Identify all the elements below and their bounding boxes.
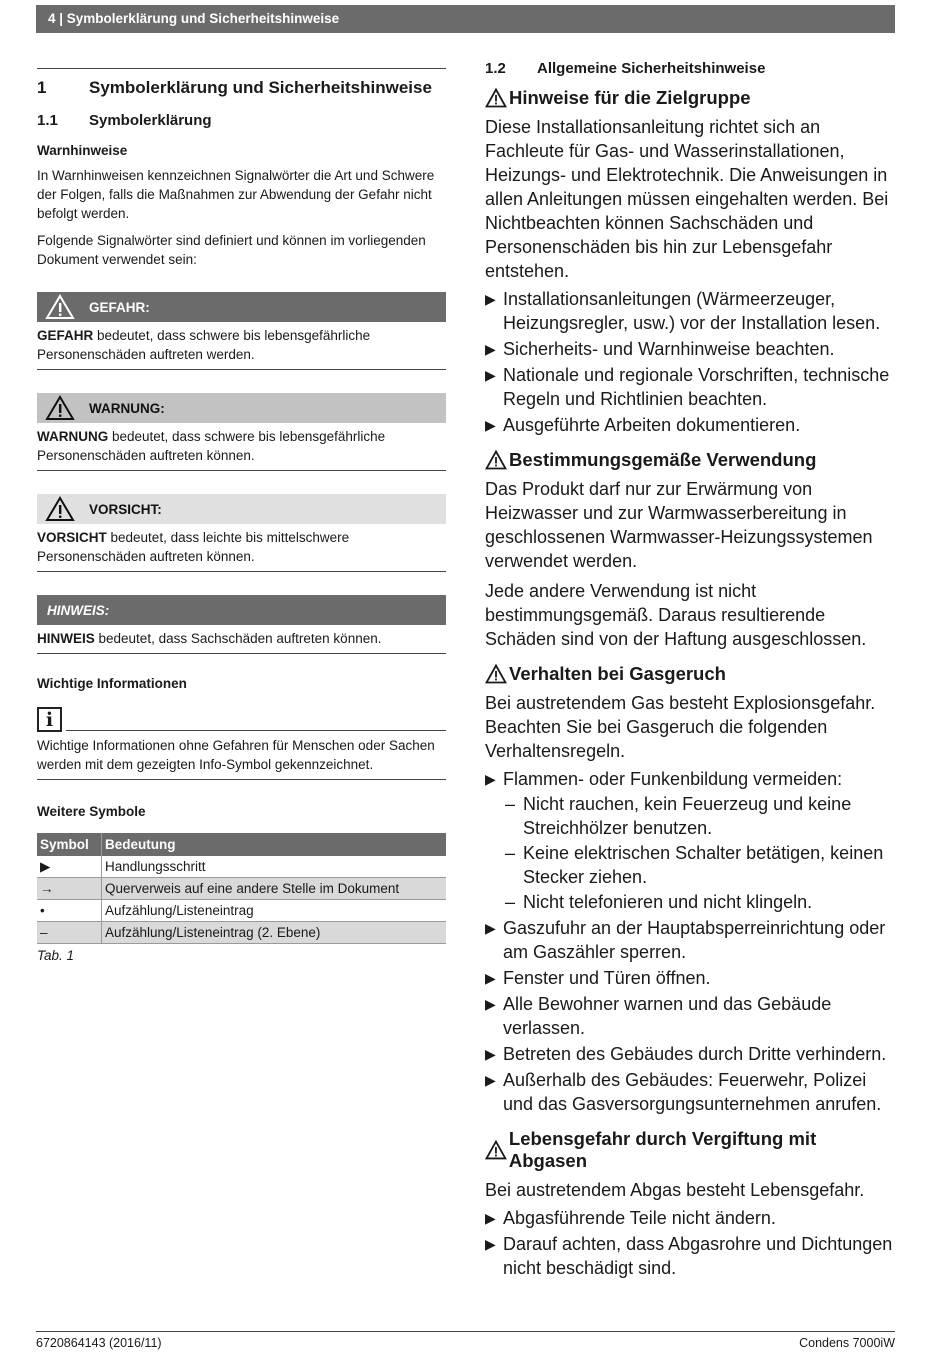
table-cell-symbol: →: [37, 878, 102, 900]
signal-description: bedeutet, dass schwere bis lebensgefährliche Personenschäden auftreten können.: [37, 429, 386, 463]
vorsicht-text: [37, 528, 446, 572]
warnung-text: [37, 427, 446, 471]
list-item-text: Darauf achten, dass Abgasrohre und Dichtungen nicht beschädigt sind.: [503, 1234, 893, 1278]
step-marker: ▶: [485, 771, 496, 787]
warning-triangle-icon: [485, 1140, 507, 1160]
footer-product-name: Condens 7000iW: [799, 1336, 895, 1350]
signal-description: bedeutet, dass schwere bis lebensgefährliche Personenschäden auftreten werden.: [37, 328, 371, 362]
right-column: [485, 60, 897, 1280]
subsection-gasgeruch-heading: [485, 663, 897, 685]
paragraph: Das Produkt darf nur zur Erwärmung von Heizwasser und zur Warmwasserbereitung in geschlossenen Warmwasser-Heizungssystemen verwendet werden.: [485, 479, 873, 571]
signal-word: WARNUNG: [37, 429, 109, 444]
section-title: Allgemeine Sicherheitshinweise: [537, 60, 766, 77]
table-cell-meaning: Handlungsschritt: [102, 856, 447, 878]
list-item-text: Außerhalb des Gebäudes: Feuerwehr, Polizei und das Gasversorgungsunternehmen anrufen.: [503, 1070, 882, 1114]
warning-triangle-icon: [485, 88, 507, 108]
signal-word: VORSICHT: [37, 530, 107, 545]
dash-marker: –: [505, 892, 516, 912]
section-title: Symbolerklärung: [89, 112, 212, 129]
step-marker: ▶: [485, 1236, 496, 1252]
table-cell-symbol: –: [37, 922, 102, 944]
info-icon: i: [37, 707, 62, 732]
step-marker: ▶: [485, 1210, 496, 1226]
paragraph: Diese Installationsanleitung richtet sich an Fachleute für Gas- und Wasserinstallationen, Heizungs- und Elektrotechnik. Die Anweisungen in allen Anleitungen müssen eingehalten werden. Bei Nichtbeachten können Sachschäden und Personenschäden bis hin zur Lebensgefahr entstehen.: [485, 117, 889, 281]
step-marker: ▶: [485, 970, 496, 986]
table-row: [37, 856, 446, 878]
footer-doc-number: 6720864143 (2016/11): [36, 1336, 162, 1350]
list-item: [485, 363, 897, 411]
list-item: [485, 1206, 897, 1230]
info-symbol-row: [37, 707, 446, 732]
list-item: [485, 1068, 897, 1116]
step-marker: ▶: [485, 367, 496, 383]
divider: [37, 68, 446, 69]
dash-marker: –: [505, 794, 516, 814]
step-list: [485, 1206, 897, 1280]
section-heading-1-2: [485, 60, 897, 77]
signal-description: bedeutet, dass leichte bis mittelschwere Personenschäden auftreten können.: [37, 530, 350, 564]
subsection-zielgruppe-heading: [485, 87, 897, 109]
gefahr-label: GEFAHR:: [89, 299, 150, 315]
step-list: [485, 287, 897, 437]
table-header: Symbol: [37, 833, 102, 856]
sub-list-item: [485, 792, 897, 840]
list-item-text: Betreten des Gebäudes durch Dritte verhindern.: [503, 1044, 887, 1064]
paragraph: Jede andere Verwendung ist nicht bestimmungsgemäß. Daraus resultierende Schäden sind von der Haftung ausgeschlossen.: [485, 581, 867, 649]
section-title: Symbolerklärung und Sicherheitshinweise: [89, 78, 432, 97]
left-column: [37, 68, 446, 963]
list-item: [485, 337, 897, 361]
hinweis-text: [37, 629, 446, 654]
divider: [66, 730, 446, 731]
subsection-title: Bestimmungsgemäße Verwendung: [509, 449, 817, 470]
list-item-text: Nicht telefonieren und nicht klingeln.: [523, 892, 813, 912]
page-header: 4 | Symbolerklärung und Sicherheitshinweise: [36, 5, 895, 33]
table-caption: Tab. 1: [37, 948, 75, 963]
step-marker: ▶: [485, 920, 496, 936]
paragraph: Bei austretendem Abgas besteht Lebensgefahr.: [485, 1180, 865, 1200]
table-header-row: [37, 833, 446, 856]
hinweis-label: HINWEIS:: [47, 602, 110, 618]
table-cell-symbol: ▶: [37, 856, 102, 878]
subsection-title: Verhalten bei Gasgeruch: [509, 663, 726, 684]
info-text: Wichtige Informationen ohne Gefahren für Menschen oder Sachen werden mit dem gezeigten Info-Symbol gekennzeichnet.: [37, 736, 446, 780]
list-item-text: Sicherheits- und Warnhinweise beachten.: [503, 339, 835, 359]
gefahr-bar: [37, 292, 446, 322]
list-item-text: Abgasführende Teile nicht ändern.: [503, 1208, 776, 1228]
step-marker: ▶: [485, 1046, 496, 1062]
list-item: [485, 287, 897, 335]
subsection-title: Hinweise für die Zielgruppe: [509, 87, 751, 108]
list-item-text: Flammen- oder Funkenbildung vermeiden:: [503, 769, 843, 789]
subsection-verwendung-heading: [485, 449, 897, 471]
paragraph: Bei austretendem Gas besteht Explosionsgefahr. Beachten Sie bei Gasgeruch die folgenden Verhaltensregeln.: [485, 693, 876, 761]
step-marker: ▶: [485, 1072, 496, 1088]
table-row: [37, 878, 446, 900]
warnung-label: WARNUNG:: [89, 400, 165, 416]
warning-triangle-icon: [485, 664, 507, 684]
list-item-text: Gaszufuhr an der Hauptabsperreinrichtung oder am Gaszähler sperren.: [503, 918, 886, 962]
subsection-title: Lebensgefahr durch Vergiftung mit Abgasen: [508, 1128, 817, 1171]
signal-word: GEFAHR: [37, 328, 94, 343]
section-number: 1.2: [485, 60, 506, 77]
sub-list-item: [485, 841, 897, 889]
list-item: [485, 916, 897, 964]
warning-triangle-icon: [485, 450, 507, 470]
list-item-text: Installationsanleitungen (Wärmeerzeuger, Heizungsregler, usw.) vor der Installation lesen.: [503, 289, 881, 333]
list-item: [485, 1042, 897, 1066]
list-item: [485, 413, 897, 437]
table-cell-meaning: Aufzählung/Listeneintrag (2. Ebene): [102, 922, 447, 944]
list-item-text: Nicht rauchen, kein Feuerzeug und keine Streichhölzer benutzen.: [523, 794, 852, 838]
vorsicht-label: VORSICHT:: [89, 501, 162, 517]
warnhinweise-heading: Warnhinweise: [37, 143, 128, 158]
warning-triangle-icon: [45, 395, 75, 421]
info-heading: Wichtige Informationen: [37, 676, 187, 691]
table-header: Bedeutung: [102, 833, 447, 856]
symbols-table: [37, 833, 446, 944]
section-heading-1: [37, 78, 446, 98]
gefahr-text: [37, 326, 446, 370]
warnung-bar: [37, 393, 446, 423]
list-item: [485, 966, 897, 990]
footer-divider: [36, 1331, 895, 1332]
warning-triangle-icon: [45, 496, 75, 522]
table-cell-meaning: Aufzählung/Listeneintrag: [102, 900, 447, 922]
step-marker: ▶: [485, 417, 496, 433]
paragraph: In Warnhinweisen kennzeichnen Signalwörter die Art und Schwere der Folgen, falls die Maßnahmen zur Abwendung der Gefahr nicht befolgt werden.: [37, 168, 435, 221]
paragraph: Folgende Signalwörter sind definiert und können im vorliegenden Dokument verwendet sein:: [37, 233, 426, 267]
table-row: [37, 900, 446, 922]
subsection-abgase-heading: [485, 1128, 897, 1172]
list-item-text: Nationale und regionale Vorschriften, technische Regeln und Richtlinien beachten.: [503, 365, 890, 409]
warning-triangle-icon: [45, 294, 75, 320]
step-marker: ▶: [485, 341, 496, 357]
dash-marker: –: [505, 843, 516, 863]
section-number: 1.1: [37, 112, 58, 129]
table-cell-meaning: Querverweis auf eine andere Stelle im Dokument: [102, 878, 447, 900]
list-item-text: Fenster und Türen öffnen.: [503, 968, 711, 988]
vorsicht-bar: [37, 494, 446, 524]
signal-word: HINWEIS: [37, 631, 95, 646]
symbols-heading: Weitere Symbole: [37, 804, 146, 819]
list-item: [485, 992, 897, 1040]
section-heading-1-1: [37, 112, 446, 129]
step-marker: ▶: [485, 291, 496, 307]
list-item-text: Alle Bewohner warnen und das Gebäude verlassen.: [503, 994, 832, 1038]
step-marker: ▶: [485, 996, 496, 1012]
section-number: 1: [37, 78, 47, 97]
list-item: [485, 767, 897, 791]
signal-description: bedeutet, dass Sachschäden auftreten können.: [94, 631, 382, 646]
list-item-text: Keine elektrischen Schalter betätigen, keinen Stecker ziehen.: [523, 843, 884, 887]
list-item-text: Ausgeführte Arbeiten dokumentieren.: [503, 415, 801, 435]
table-row: [37, 922, 446, 944]
list-item: [485, 1232, 897, 1280]
hinweis-bar: [37, 595, 446, 625]
sub-list-item: [485, 890, 897, 914]
table-cell-symbol: •: [37, 900, 102, 922]
step-list: [485, 767, 897, 1116]
